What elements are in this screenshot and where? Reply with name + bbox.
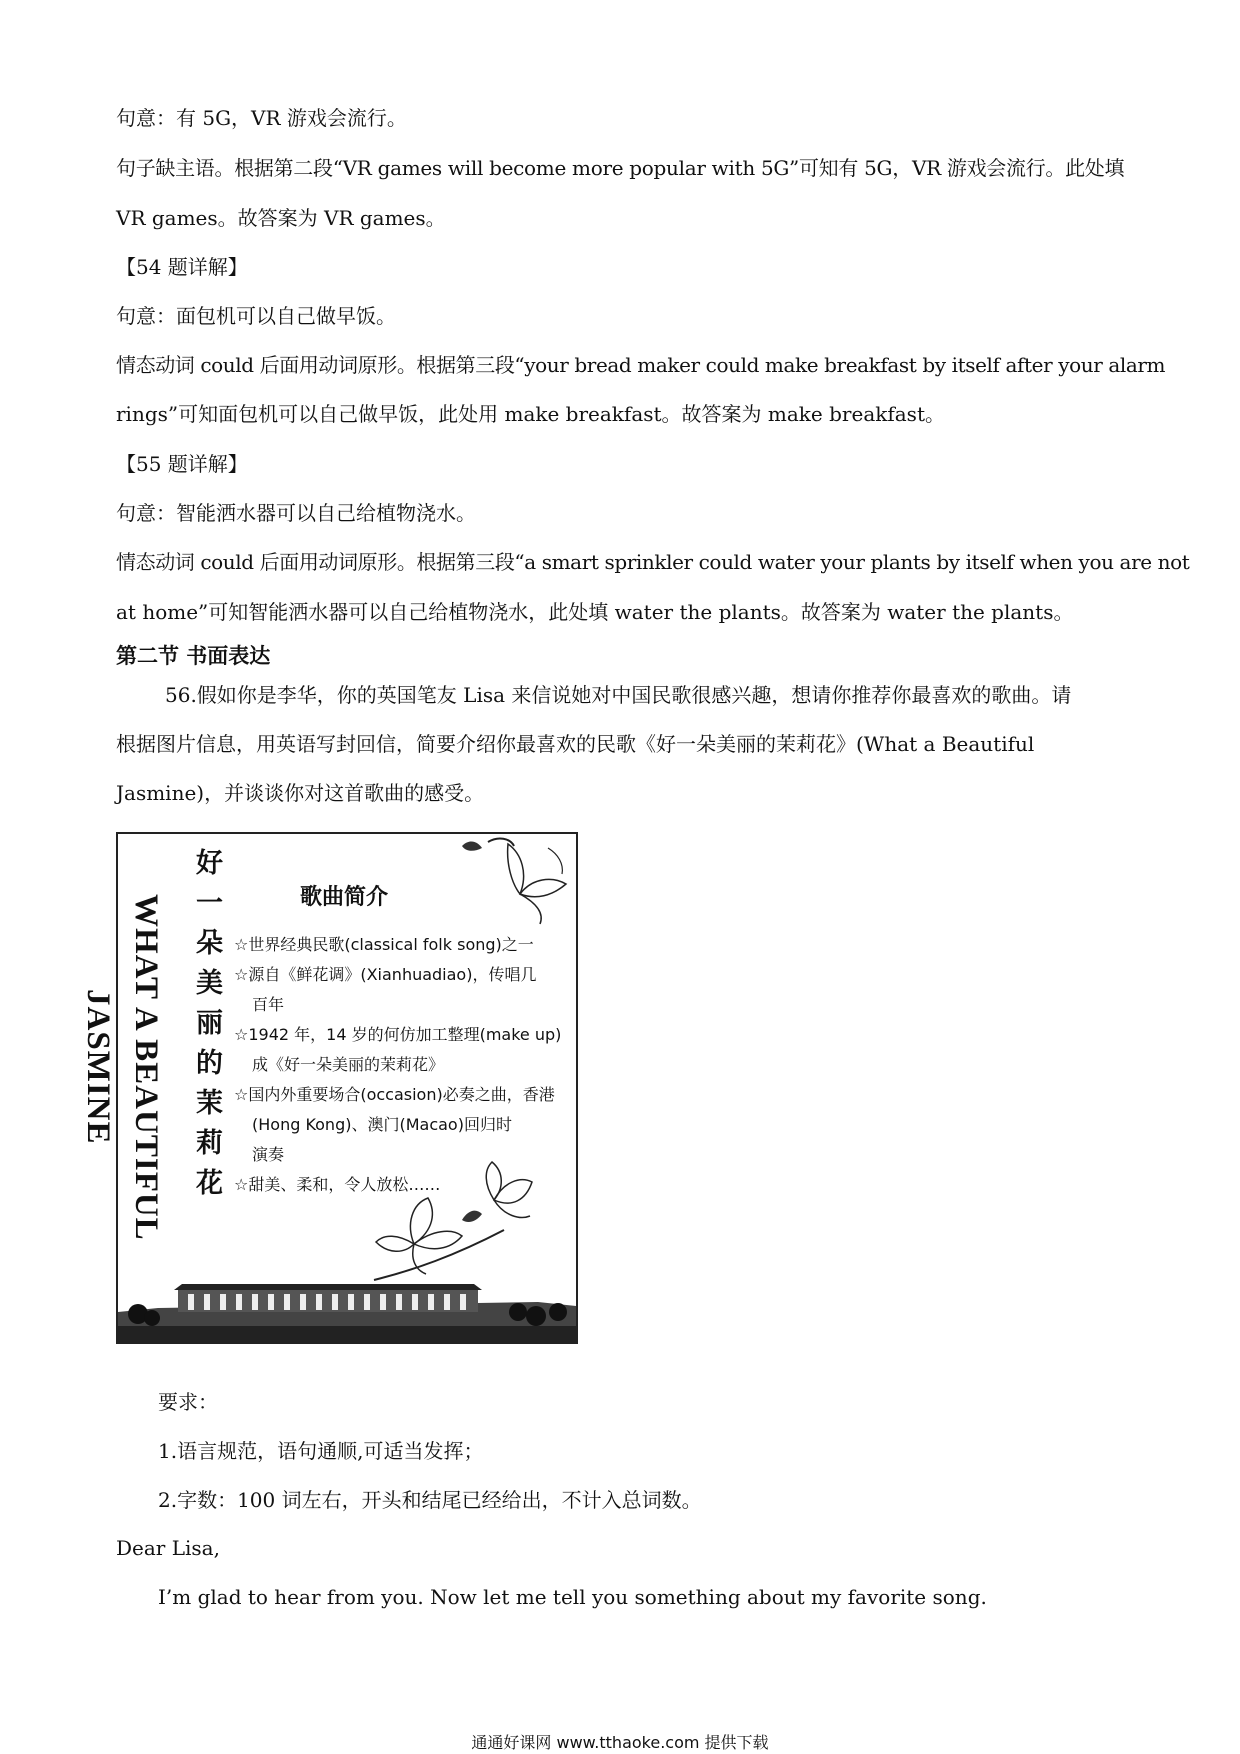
requirement-item-2: 2.字数：100 词左右，开头和结尾已经给出，不计入总词数。 — [158, 1488, 702, 1512]
prompt-line-1: 56.假如你是李华，你的英国笔友 Lisa 来信说她对中国民歌很感兴趣，想请你推荐你最喜欢的歌曲。请 — [165, 683, 1072, 707]
text-line-6: 情态动词 could 后面用动词原形。根据第三段“your bread maker could make breakfast by itself after your alarm — [116, 353, 1166, 377]
song-info-card — [80, 832, 578, 1344]
text-line-11: at home”可知智能洒水器可以自己给植物浇水，此处填 water the plants。故答案为 water the plants。 — [116, 600, 1074, 624]
jasmine-flower-icon — [448, 834, 578, 924]
question-54-heading: 【54 题详解】 — [116, 255, 248, 279]
letter-greeting: Dear Lisa, — [116, 1536, 220, 1560]
text-line-3: VR games。故答案为 VR games。 — [116, 206, 446, 230]
vertical-chinese-title: 好一朵美丽的茉莉花 — [191, 848, 222, 1208]
question-55-heading: 【55 题详解】 — [116, 452, 248, 476]
bullet-item: ☆源自《鲜花调》(Xianhuadiao)，传唱几 百年 — [234, 965, 537, 1014]
section-heading: 第二节 书面表达 — [116, 644, 271, 668]
requirements-label: 要求： — [158, 1390, 218, 1414]
bullet-item: ☆国内外重要场合(occasion)必奏之曲，香港 (Hong Kong)、澳门(Macao)回归时 演奏 — [234, 1085, 555, 1164]
vertical-english-title: WHAT A BEAUTIFUL JASMINE — [80, 893, 164, 1241]
concert-hall-illustration — [118, 1272, 576, 1342]
text-line-1: 句意：有 5G，VR 游戏会流行。 — [116, 106, 407, 130]
bullet-item: ☆世界经典民歌(classical folk song)之一 — [234, 935, 534, 954]
text-line-2: 句子缺主语。根据第二段“VR games will become more popular with 5G”可知有 5G，VR 游戏会流行。此处填 — [116, 156, 1125, 180]
text-line-10: 情态动词 could 后面用动词原形。根据第三段“a smart sprinkler could water your plants by itself when you are not — [116, 550, 1190, 574]
prompt-line-2: 根据图片信息，用英语写封回信，简要介绍你最喜欢的民歌《好一朵美丽的茉莉花》(What a Beautiful — [116, 732, 1035, 756]
card-title: 歌曲简介 — [300, 885, 389, 910]
text-line-9: 句意：智能洒水器可以自己给植物浇水。 — [116, 501, 476, 525]
jasmine-blossom-icon — [354, 1160, 544, 1290]
letter-opening: I’m glad to hear from you. Now let me tell you something about my favorite song. — [158, 1585, 987, 1609]
requirement-item-1: 1.语言规范，语句通顺,可适当发挥； — [158, 1439, 484, 1463]
page-footer: 通通好课网 www.tthaoke.com 提供下载 — [471, 1733, 769, 1752]
prompt-line-3: Jasmine)，并谈谈你对这首歌曲的感受。 — [116, 781, 485, 805]
text-line-7: rings”可知面包机可以自己做早饭，此处用 make breakfast。故答案为 make breakfast。 — [116, 402, 945, 426]
text-line-5: 句意：面包机可以自己做早饭。 — [116, 304, 396, 328]
bullet-item: ☆甜美、柔和，令人放松…… — [234, 1175, 441, 1194]
bullet-item: ☆1942 年，14 岁的何仿加工整理(make up) 成《好一朵美丽的茉莉花》 — [234, 1025, 562, 1074]
